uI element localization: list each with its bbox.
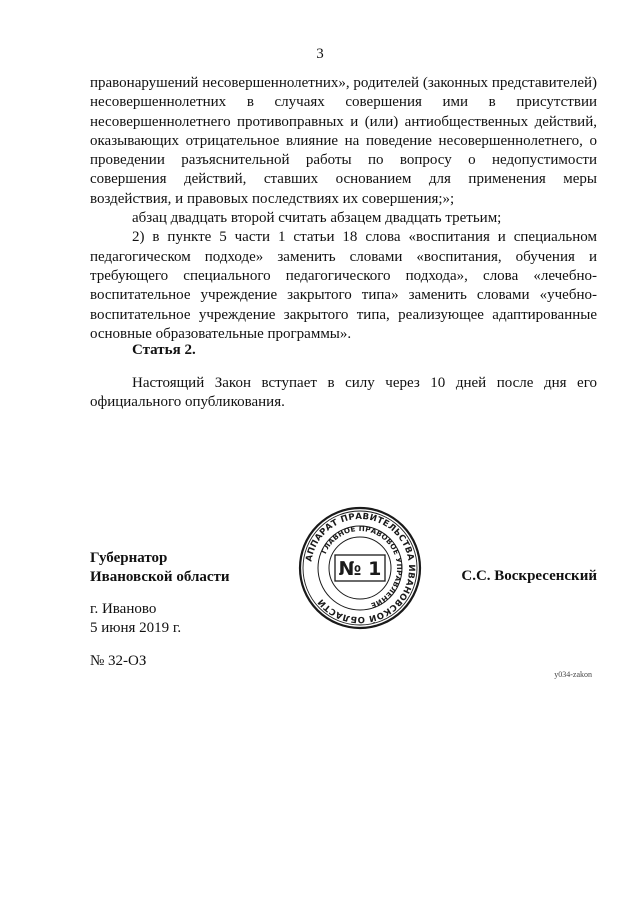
official-seal: [298, 506, 422, 630]
paragraph-renumbering: абзац двадцать второй считать абзацем двадцать третьим;: [132, 210, 502, 227]
svg-text:ГЛАВНОЕ ПРАВОВОЕ УПРАВЛЕНИЕ: ГЛАВНОЕ ПРАВОВОЕ УПРАВЛЕНИЕ: [319, 523, 405, 611]
signer-title-line1: Губернатор: [90, 550, 168, 566]
signer-title-line2: Ивановской области: [90, 569, 230, 585]
page-number: 3: [316, 46, 324, 62]
paragraph-amendment-2: 2) в пункте 5 части 1 статьи 18 слова «воспитания и специальном педагогическом подходе» заменить словами «воспитания, обучения и требующего специального педагогического подхода», слова «лечебно-воспитательное учреждение закрытого типа» заменить словами «учебно-воспитательное учреждение закрытого типа, реализующее адаптированные основные образовательные программы».: [90, 229, 597, 342]
signer-title: [90, 549, 230, 587]
article-heading: Статья 2.: [132, 342, 196, 358]
svg-text:АППАРАТ ПРАВИТЕЛЬСТВА ИВАНОВСК: АППАРАТ ПРАВИТЕЛЬСТВА ИВАНОВСКОЙ ОБЛАСТИ: [304, 511, 417, 625]
place: г. Иваново: [90, 601, 157, 617]
document-code: у034-zakon: [554, 670, 592, 679]
amendment-text: [90, 74, 597, 344]
law-number: № 32-ОЗ: [90, 653, 147, 669]
signer-name: С.С. Воскресенский: [461, 568, 597, 584]
signing-date: 5 июня 2019 г.: [90, 620, 182, 636]
paragraph-continuation: правонарушений несовершеннолетних», родителей (законных представителей) несовершеннолетних в случаях совершения ими в присутствии несовершеннолетнего противоправных и (или) антиобщественных действий, оказывающих отрицательное влияние на поведение несовершеннолетнего, о проведении разъяснительной работы по вопросу о недопустимости совершения действий, ставших основанием для применения меры воздействия, и правовых последствиях их совершения;»;: [90, 75, 597, 207]
svg-text:№ 1: № 1: [338, 558, 382, 580]
article-text: Настоящий Закон вступает в силу через 10 дней после дня его официального опубликования.: [90, 375, 597, 411]
